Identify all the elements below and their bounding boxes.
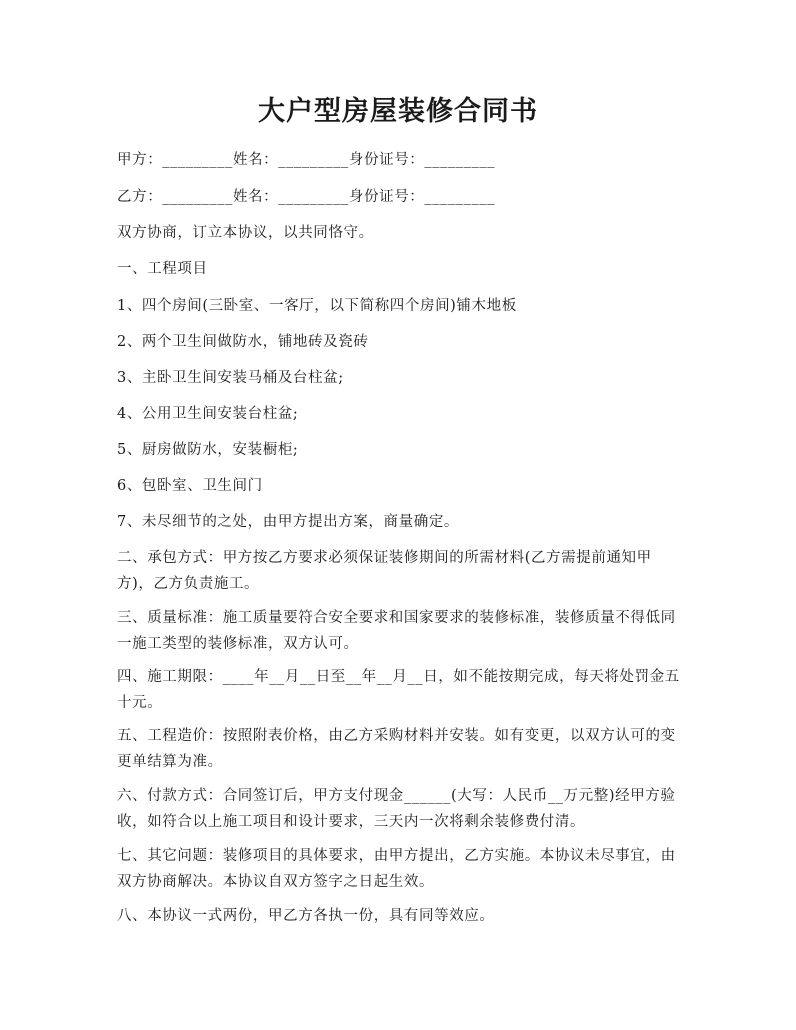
party-a-line: 甲方：_________姓名：_________身份证号：_________ <box>117 152 496 168</box>
clause-construction-period: 四、施工期限：____年__月__日至__年__月__日，如不能按期完成，每天将处罚金五十元。 <box>117 669 680 711</box>
clause-contract-method: 二、承包方式：甲方按乙方要求必须保证装修期间的所需材料(乙方需提前通知甲方)，乙方负责施工。 <box>117 550 652 592</box>
clause-payment-method: 六、付款方式：合同签订后，甲方支付现金______(大写：人民币__万元整)经甲方验收，如符合以上施工项目和设计要求，三天内一次将剩余装修费付清。 <box>117 788 676 830</box>
section-heading-project: 一、工程项目 <box>117 261 208 277</box>
clause-copies: 八、本协议一式两份，甲乙方各执一份，具有同等效应。 <box>117 908 495 924</box>
project-item-7: 7、未尽细节的之处，由甲方提出方案，商量确定。 <box>117 514 460 530</box>
project-item-4: 4、公用卫生间安装台柱盆; <box>117 406 299 422</box>
project-item-5: 5、厨房做防水，安装橱柜; <box>117 442 299 458</box>
clause-project-cost: 五、工程造价：按照附表价格，由乙方采购材料并安装。如有变更，以双方认可的变更单结算为准。 <box>117 728 676 770</box>
agreement-intro: 双方协商，订立本协议，以共同恪守。 <box>117 225 374 241</box>
project-item-2: 2、两个卫生间做防水，铺地砖及瓷砖 <box>117 334 369 350</box>
document-title: 大户型房屋装修合同书 <box>258 96 538 127</box>
project-item-1: 1、四个房间(三卧室、一客厅，以下简称四个房间)铺木地板 <box>117 298 517 314</box>
clause-quality-standard: 三、质量标准：施工质量要符合安全要求和国家要求的装修标准，装修质量不得低同一施工类型的装修标准，双方认可。 <box>117 610 676 652</box>
clause-other-issues: 七、其它问题：装修项目的具体要求，由甲方提出，乙方实施。本协议未尽事宜，由双方协商解决。本协议自双方签字之日起生效。 <box>117 848 676 890</box>
party-b-line: 乙方：_________姓名：_________身份证号：_________ <box>117 189 496 205</box>
project-item-6: 6、包卧室、卫生间门 <box>117 478 263 494</box>
project-item-3: 3、主卧卫生间安装马桶及台柱盆; <box>117 370 344 386</box>
